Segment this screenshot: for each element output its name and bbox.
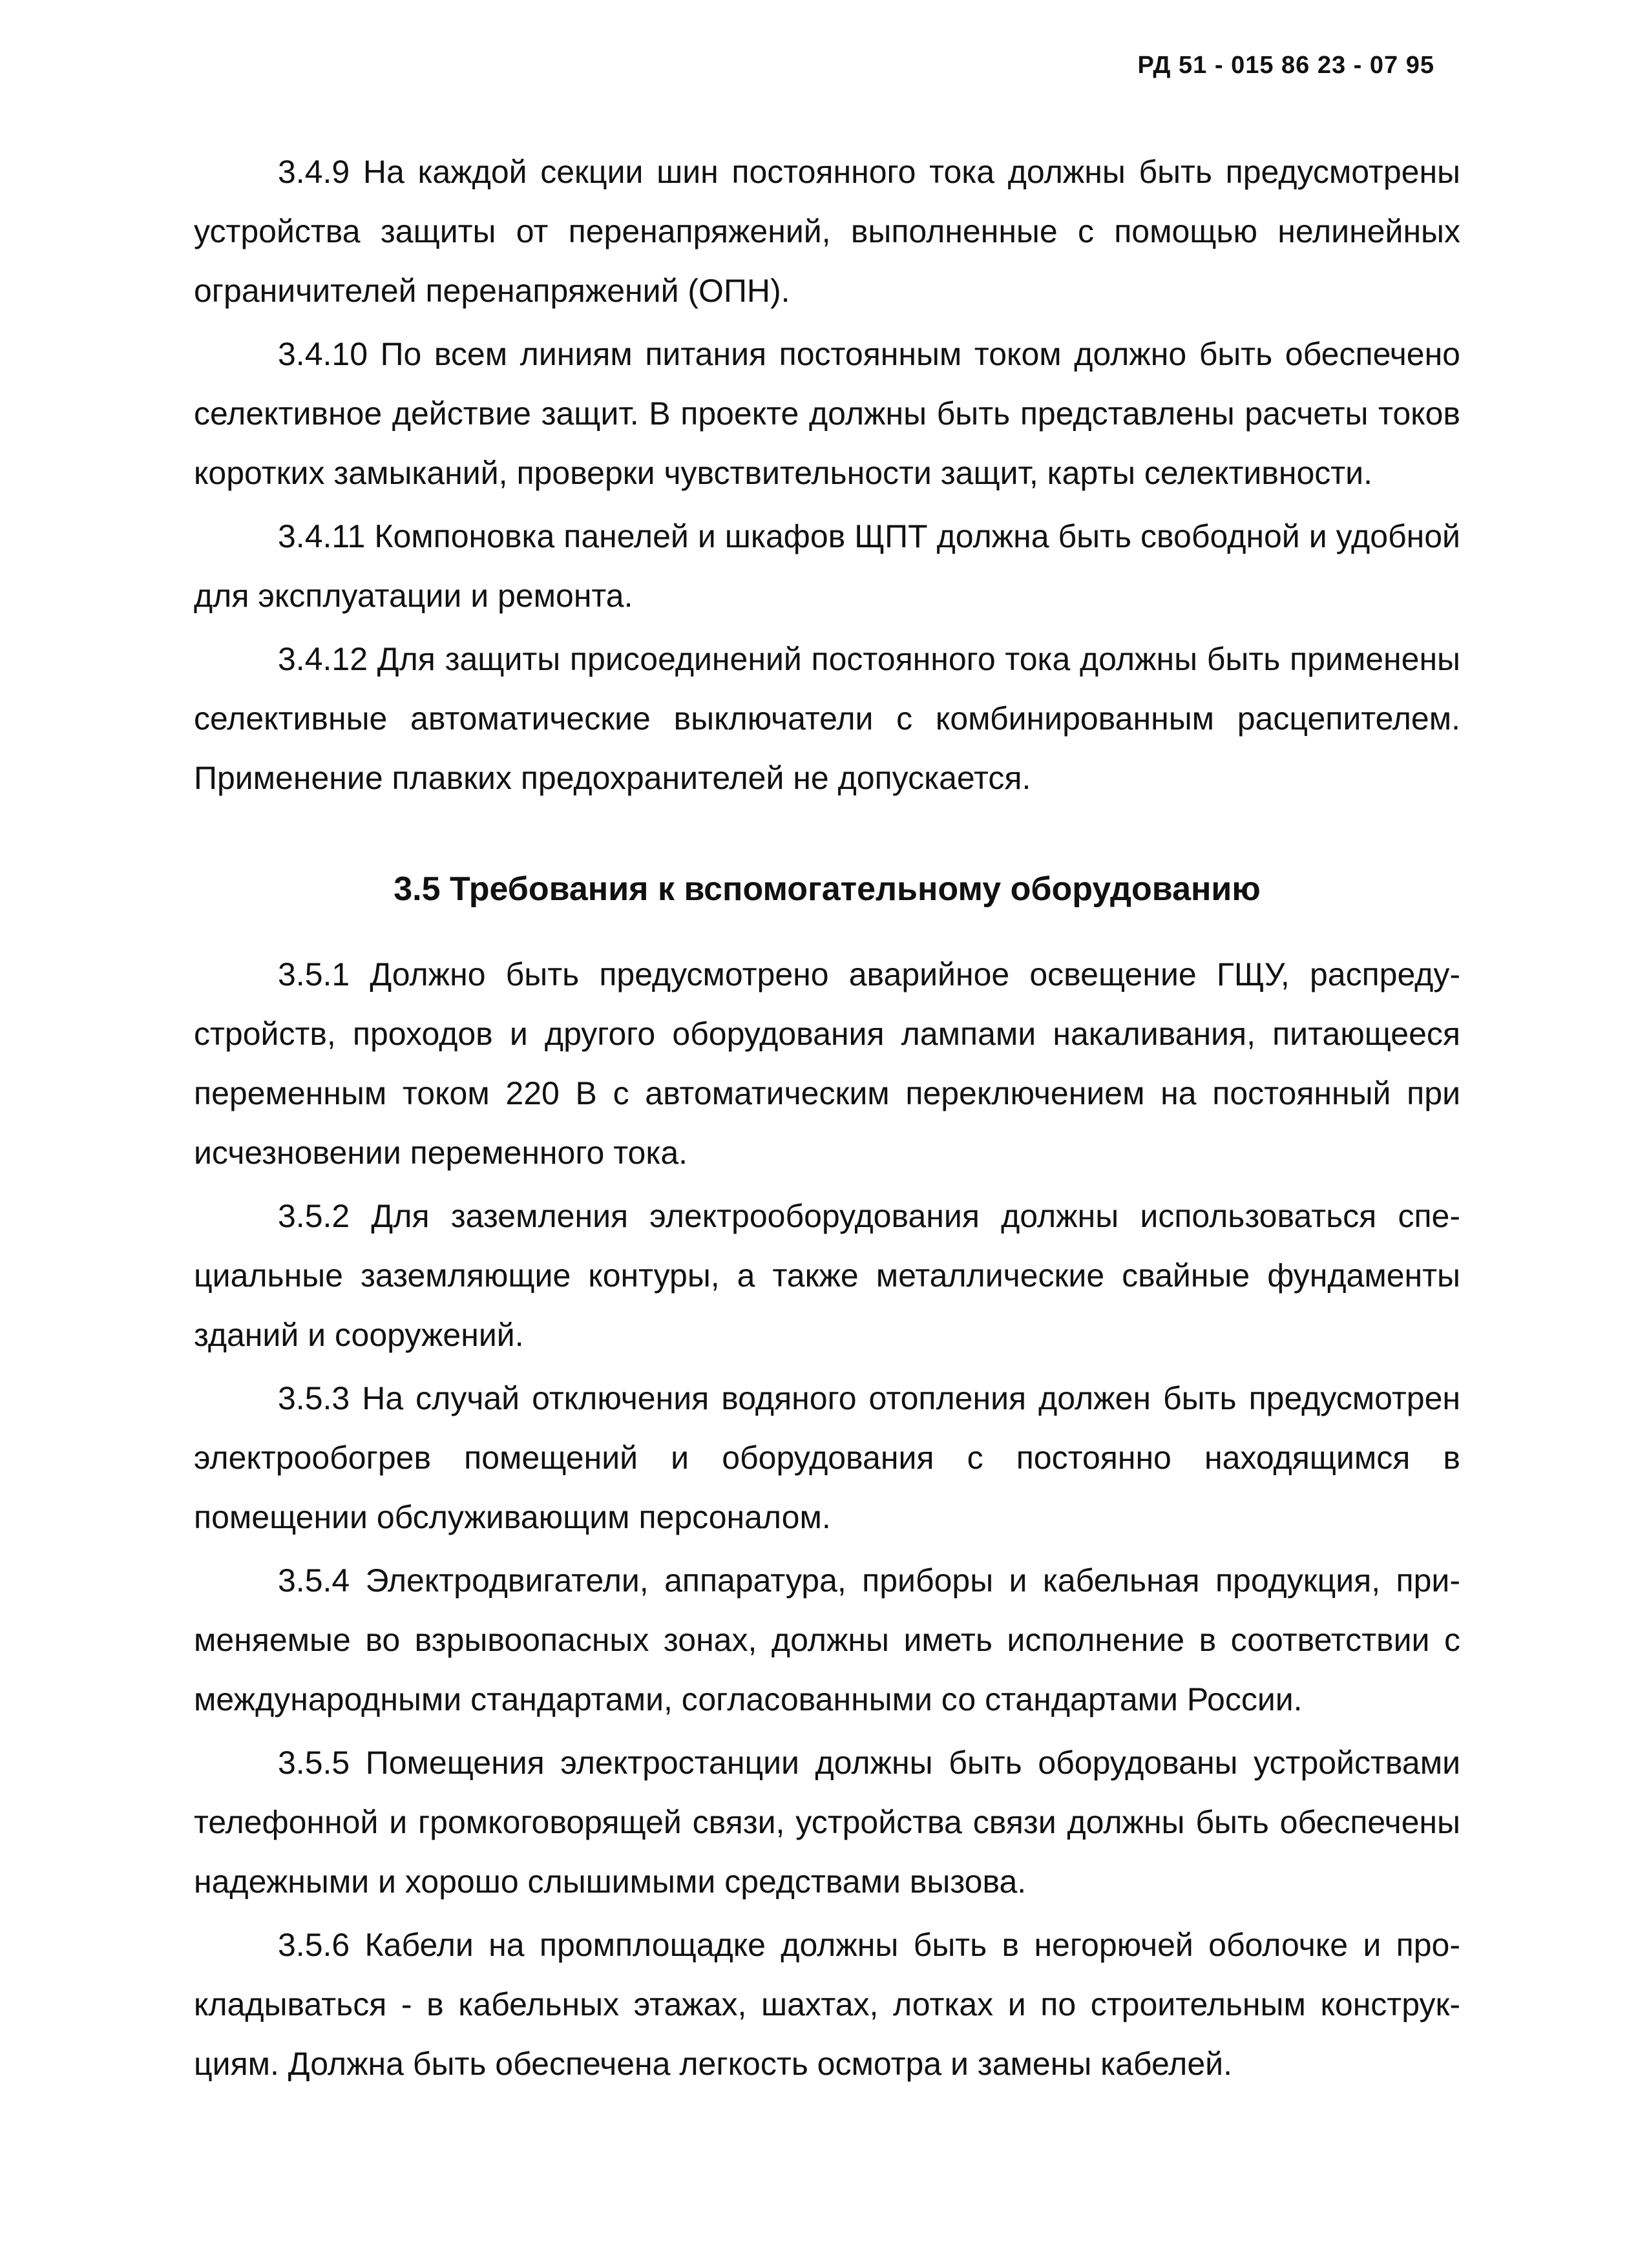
- paragraph-3-5-5: 3.5.5 Помещения электростанции должны быть оборудованы устройствами телефонной и громкоговорящей связи, устройства связи должны быть обеспечены надежными и хорошо слышимыми средствами вызова.: [194, 1745, 1460, 1900]
- paragraph-3-4-11: 3.4.11 Компоновка панелей и шкафов ЩПТ должна быть свободной и удобной для эксплуатации и ремонта.: [194, 518, 1460, 614]
- paragraph-3-4-9: 3.4.9 На каждой секции шин постоянного тока должны быть предусмотрены устройства защиты от перенапряжений, выполненные с помощью нелинейных ограничителей перенапряжений (ОПН).: [194, 154, 1460, 309]
- paragraph-3-5-1: 3.5.1 Должно быть предусмотрено аварийное освещение ГЩУ, распредустройств, проходов и другого оборудования лампами накаливания, питающееся переменным током 220 В с автоматическим переключением на постоянный при исчезновении переменного тока.: [194, 956, 1460, 1171]
- paragraph-3-4-10: 3.4.10 По всем линиям питания постоянным током должно быть обеспечено селективное действие защит. В проекте должны быть представлены расчеты токов коротких замыканий, проверки чувствительности защит, карты селективности.: [194, 336, 1460, 491]
- paragraph-3-5-2: 3.5.2 Для заземления электрооборудования должны использоваться специальные заземляющие контуры, а также металлические свайные фундаменты зданий и сооружений.: [194, 1198, 1460, 1353]
- paragraph-3-5-4: 3.5.4 Электродвигатели, аппаратура, приборы и кабельная продукция, применяемые во взрывоопасных зонах, должны иметь исполнение в соответствии с международными стандартами, согласованными со стандартами России.: [194, 1562, 1460, 1717]
- paragraph-3-5-6: 3.5.6 Кабели на промплощадке должны быть в негорючей оболочке и прокладываться - в кабельных этажах, шахтах, лотках и по строительным конструкциям. Должна быть обеспечена легкость осмотра и замены кабелей.: [194, 1927, 1460, 2082]
- section-heading-3-5: 3.5 Требования к вспомогательному оборудованию: [394, 870, 1261, 908]
- document-code: РД 51 - 015 86 23 - 07 95: [1137, 52, 1434, 79]
- paragraph-3-5-3: 3.5.3 На случай отключения водяного отопления должен быть предусмотрен электрообогрев помещений и оборудования с постоянно находящимся в помещении обслуживающим персоналом.: [194, 1380, 1460, 1535]
- paragraph-3-4-12: 3.4.12 Для защиты присоединений постоянного тока должны быть применены селективные автоматические выключатели с комбинированным расцепителем. Применение плавких предохранителей не допускается.: [194, 641, 1460, 796]
- page-body: [194, 142, 1460, 2094]
